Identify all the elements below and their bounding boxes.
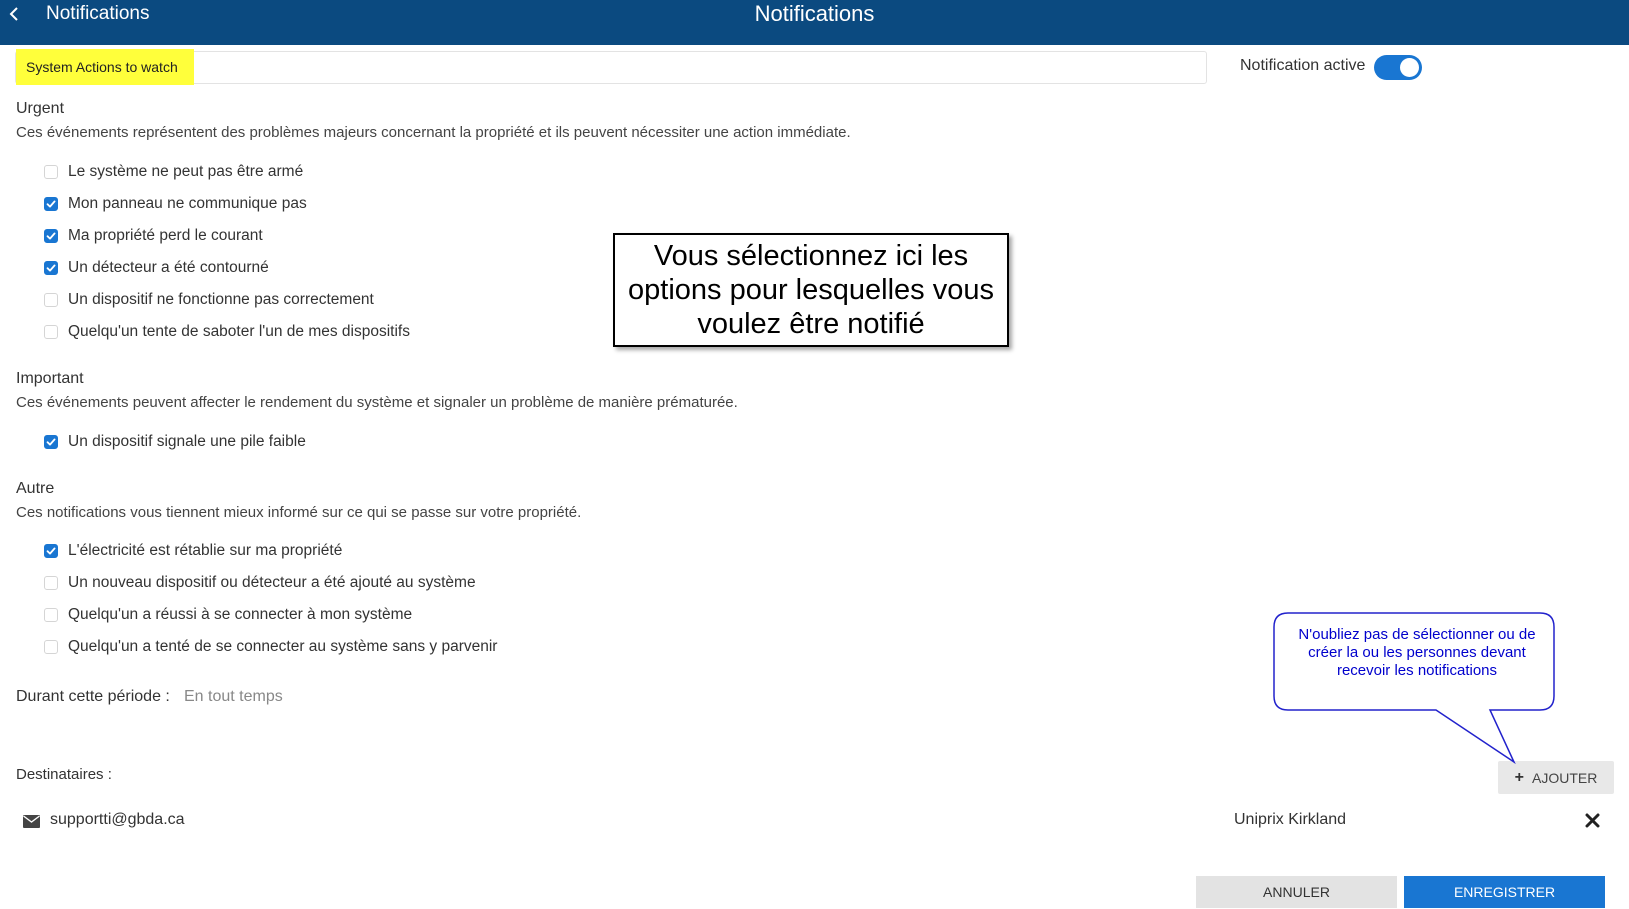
section-desc-other: Ces notifications vous tiennent mieux informé sur ce qui se passe sur votre propriété. [16,504,582,521]
option-device-malfunction[interactable] [44,289,374,311]
option-low-battery[interactable] [44,431,306,453]
annotation-callout-options: Vous sélectionnez ici les options pour lesquelles vous voulez être notifié [613,233,1009,347]
option-panel-not-communicating[interactable] [44,193,307,215]
add-recipient-label: AJOUTER [1532,769,1598,786]
recipients-label: Destinataires : [16,766,112,783]
section-desc-urgent: Ces événements représentent des problèmes majeurs concernant la propriété et ils peuvent nécessiter une action immédiate. [16,124,851,141]
option-label: Le système ne peut pas être armé [68,163,304,180]
checkbox[interactable] [44,608,58,622]
checkbox[interactable] [44,165,58,179]
option-label: L'électricité est rétablie sur ma propriété [68,542,343,559]
option-label: Quelqu'un a tenté de se connecter au système sans y parvenir [68,638,498,655]
period-label: Durant cette période : [16,688,170,705]
section-title-important: Important [16,370,84,387]
option-label: Un dispositif ne fonctionne pas correctement [68,291,374,308]
top-bar [0,0,1629,45]
option-device-added[interactable] [44,572,476,594]
option-power-loss[interactable] [44,225,263,247]
checkbox[interactable] [44,576,58,590]
annotation-bubble-text: N'oubliez pas de sélectionner ou de créer la ou les personnes devant recevoir les notifications [1298,626,1536,679]
option-login-success[interactable] [44,604,412,626]
notification-name-field[interactable] [15,51,1207,84]
plus-icon: + [1514,768,1524,786]
option-login-failed[interactable] [44,636,497,658]
period-select[interactable]: En tout temps [184,688,283,705]
checkbox[interactable] [44,261,58,275]
option-tamper[interactable] [44,321,410,343]
option-label: Quelqu'un a réussi à se connecter à mon système [68,606,413,623]
checkbox[interactable] [44,325,58,339]
section-title-other: Autre [16,480,55,497]
recipient-email: supportti@gbda.ca [50,811,185,828]
recipient-name: Uniprix Kirkland [1234,811,1347,828]
option-label: Un dispositif signale une pile faible [68,433,306,450]
save-button[interactable]: ENREGISTRER [1404,876,1605,908]
option-label: Un détecteur a été contourné [68,259,269,276]
toggle-knob [1400,58,1419,77]
checkbox[interactable] [44,640,58,654]
checkbox[interactable] [44,197,58,211]
close-icon[interactable] [1585,813,1600,828]
back-label: Notifications [46,3,150,24]
option-sensor-bypassed[interactable] [44,257,269,279]
checkbox[interactable] [44,435,58,449]
checkbox[interactable] [44,229,58,243]
page-title: Notifications [754,1,875,26]
option-label: Quelqu'un tente de saboter l'un de mes dispositifs [68,323,410,340]
checkbox[interactable] [44,293,58,307]
option-label: Mon panneau ne communique pas [68,195,307,212]
option-power-restored[interactable] [44,540,342,562]
checkbox[interactable] [44,544,58,558]
section-desc-important: Ces événements peuvent affecter le rendement du système et signaler un problème de manière prématurée. [16,394,738,411]
option-label: Un nouveau dispositif ou détecteur a été ajouté au système [68,574,476,591]
notification-active-toggle[interactable] [1374,55,1422,80]
section-title-urgent: Urgent [16,100,65,117]
notification-name-input[interactable] [16,52,1206,83]
option-label: Ma propriété perd le courant [68,227,263,244]
toggle-label: Notification active [1240,57,1366,74]
cancel-button[interactable]: ANNULER [1196,876,1397,908]
option-cannot-arm[interactable] [44,161,303,183]
name-highlight: System Actions to watch [16,49,194,85]
envelope-icon [23,815,40,828]
